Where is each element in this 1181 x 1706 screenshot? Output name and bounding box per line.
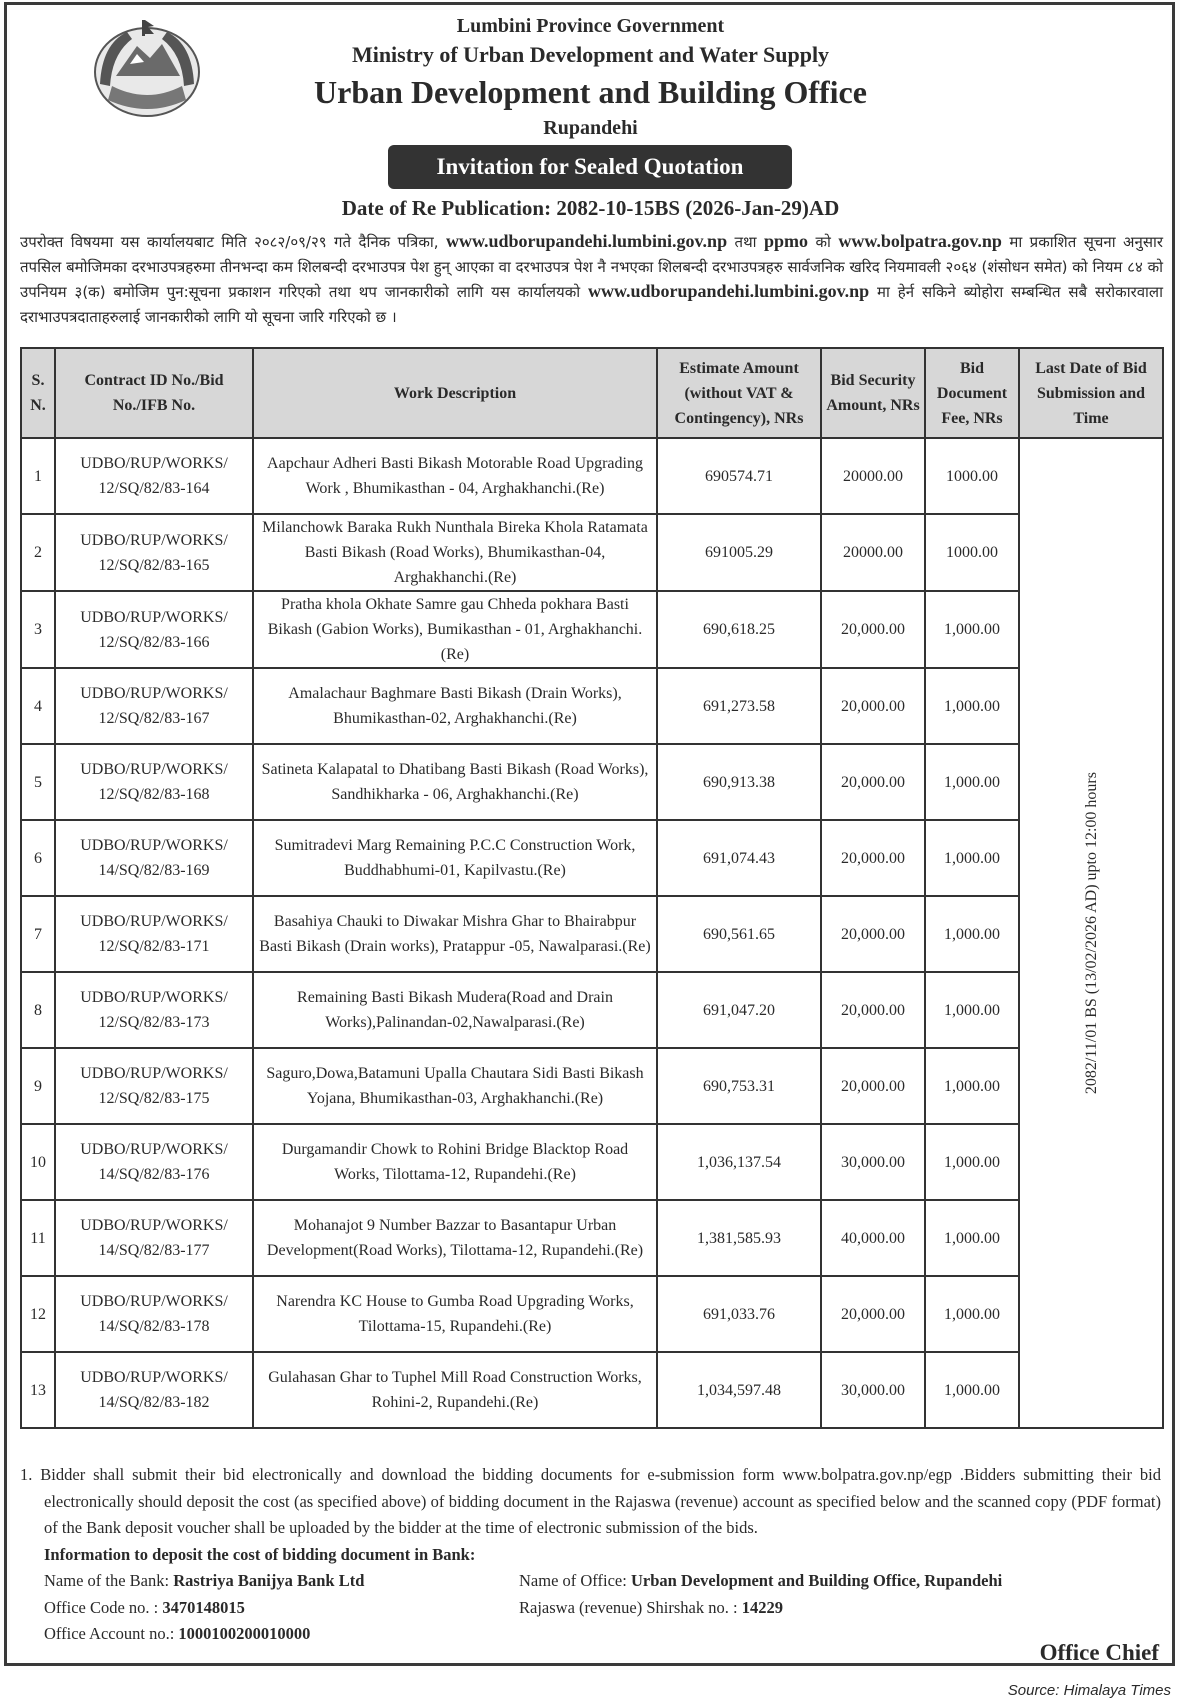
office-name-label: Name of Office: bbox=[519, 1571, 631, 1590]
row-estimate-amount: 690,618.25 bbox=[657, 591, 821, 668]
row-work-description: Durgamandir Chowk to Rohini Bridge Blacktop Road Works, Tilottama-12, Rupandehi.(Re) bbox=[253, 1124, 657, 1200]
row-contract-id: UDBO/RUP/WORKS/ 12/SQ/82/83-165 bbox=[55, 514, 253, 591]
header-bid-security: Bid Security Amount, NRs bbox=[821, 348, 925, 438]
row-bid-security: 20,000.00 bbox=[821, 591, 925, 668]
header-last-date: Last Date of Bid Submission and Time bbox=[1019, 348, 1163, 438]
row-contract-id: UDBO/RUP/WORKS/ 12/SQ/82/83-164 bbox=[55, 438, 253, 514]
intro-text: तथा bbox=[727, 233, 765, 251]
row-bid-security: 20,000.00 bbox=[821, 896, 925, 972]
office-name-value: Urban Development and Building Office, Rupandehi bbox=[630, 1571, 1003, 1590]
row-contract-id: UDBO/RUP/WORKS/ 12/SQ/82/83-175 bbox=[55, 1048, 253, 1124]
row-estimate-amount: 690574.71 bbox=[657, 438, 821, 514]
shirshak-value: 14229 bbox=[741, 1597, 783, 1617]
row-sn: 4 bbox=[21, 668, 55, 744]
row-bid-security: 20,000.00 bbox=[821, 1048, 925, 1124]
row-contract-id: UDBO/RUP/WORKS/ 14/SQ/82/83-182 bbox=[55, 1352, 253, 1428]
row-contract-id: UDBO/RUP/WORKS/ 14/SQ/82/83-169 bbox=[55, 820, 253, 896]
office-code-value: 3470148015 bbox=[162, 1597, 245, 1617]
row-work-description: Basahiya Chauki to Diwakar Mishra Ghar to Bhairabpur Basti Bikash (Drain works), Pratappur -05, Nawalparasi.(Re) bbox=[253, 896, 657, 972]
publication-date: Date of Re Publication: 2082-10-15BS (2026-Jan-29)AD bbox=[341, 196, 840, 220]
bank-name-value: Rastriya Banijya Bank Ltd bbox=[173, 1571, 365, 1590]
row-bid-security: 20000.00 bbox=[821, 514, 925, 591]
row-contract-id: UDBO/RUP/WORKS/ 12/SQ/82/83-167 bbox=[55, 668, 253, 744]
row-work-description: Milanchowk Baraka Rukh Nunthala Bireka Khola Ratamata Basti Bikash (Road Works), Bhumikasthan-04, Arghakhanchi.(Re) bbox=[253, 514, 657, 591]
row-bid-fee: 1,000.00 bbox=[925, 1048, 1019, 1124]
row-bid-fee: 1000.00 bbox=[925, 514, 1019, 591]
table-row bbox=[21, 744, 1163, 820]
row-work-description: Aapchaur Adheri Basti Bikash Motorable Road Upgrading Work , Bhumikasthan - 04, Arghakhanchi.(Re) bbox=[253, 438, 657, 514]
row-contract-id: UDBO/RUP/WORKS/ 14/SQ/82/83-177 bbox=[55, 1200, 253, 1276]
row-sn: 6 bbox=[21, 820, 55, 896]
intro-text: मा प्रकाशित सूचना अनुसार तपसिल बमोजिमका दरभाउपत्रहरुमा तीनभन्दा कम शिलबन्दी दरभाउपत्र पेश हुन् आएका वा दरभाउपत्र पेश नै नभएका शिलबन्दी दरभाउपत्रहरु सार्वजनिक खरिद नियमावली २०६४ (शंसोधन समेत) को नियम ८४ को उपनियम ३(क) बमोजिम पुन:सूचना प्रकाशन गरिएको तथा थप जानकारीको लागि यस कार्यालयको bbox=[20, 233, 1163, 301]
row-work-description: Sumitradevi Marg Remaining P.C.C Construction Work, Buddhabhumi-01, Kapilvastu.(Re) bbox=[253, 820, 657, 896]
notes-section bbox=[20, 1462, 1161, 1648]
table-header-row bbox=[21, 348, 1163, 438]
row-estimate-amount: 690,753.31 bbox=[657, 1048, 821, 1124]
row-bid-fee: 1000.00 bbox=[925, 438, 1019, 514]
row-bid-security: 20,000.00 bbox=[821, 820, 925, 896]
row-estimate-amount: 691,033.76 bbox=[657, 1276, 821, 1352]
row-contract-id: UDBO/RUP/WORKS/ 14/SQ/82/83-178 bbox=[55, 1276, 253, 1352]
row-bid-fee: 1,000.00 bbox=[925, 1352, 1019, 1428]
row-contract-id: UDBO/RUP/WORKS/ 14/SQ/82/83-176 bbox=[55, 1124, 253, 1200]
table-row bbox=[21, 972, 1163, 1048]
intro-paragraph bbox=[20, 229, 1163, 329]
row-contract-id: UDBO/RUP/WORKS/ 12/SQ/82/83-173 bbox=[55, 972, 253, 1048]
table-row bbox=[21, 438, 1163, 514]
row-sn: 10 bbox=[21, 1124, 55, 1200]
row-work-description: Remaining Basti Bikash Mudera(Road and Drain Works),Palinandan-02,Nawalparasi.(Re) bbox=[253, 972, 657, 1048]
row-estimate-amount: 691,074.43 bbox=[657, 820, 821, 896]
row-sn: 1 bbox=[21, 438, 55, 514]
note-item-1: 1. Bidder shall submit their bid electronically and download the bidding documents for e-submission form www.bolpatra.gov.np/egp .Bidders submitting their bid electronically should deposit the cost (as specified above) of bidding document in the Rajaswa (revenue) account as specified below and the scanned copy (PDF format) of the Bank deposit voucher shall be uploaded by the bidder at the time of electronic submission of the bids. bbox=[20, 1465, 1161, 1537]
header-work-description: Work Description bbox=[253, 348, 657, 438]
row-bid-fee: 1,000.00 bbox=[925, 1276, 1019, 1352]
row-sn: 5 bbox=[21, 744, 55, 820]
header-sn: S. N. bbox=[21, 348, 55, 438]
row-sn: 13 bbox=[21, 1352, 55, 1428]
row-bid-security: 30,000.00 bbox=[821, 1352, 925, 1428]
table-row bbox=[21, 1276, 1163, 1352]
table-row bbox=[21, 1124, 1163, 1200]
row-bid-fee: 1,000.00 bbox=[925, 820, 1019, 896]
row-sn: 3 bbox=[21, 591, 55, 668]
quotation-table bbox=[20, 347, 1164, 1429]
row-work-description: Amalachaur Baghmare Basti Bikash (Drain Works), Bhumikasthan-02, Arghakhanchi.(Re) bbox=[253, 668, 657, 744]
intro-text: मा हेर्न सकिने ब्योहोरा सम्बन्धित सबै सरोकारवाला दराभाउपत्रदाताहरुलाई जानकारीको लागि यो सूचना जारि गरिएको छ । bbox=[20, 283, 1163, 326]
row-sn: 9 bbox=[21, 1048, 55, 1124]
row-estimate-amount: 1,034,597.48 bbox=[657, 1352, 821, 1428]
header bbox=[0, 12, 1181, 142]
signature-office-chief: Office Chief bbox=[1039, 1640, 1159, 1665]
row-estimate-amount: 690,913.38 bbox=[657, 744, 821, 820]
table-row bbox=[21, 1048, 1163, 1124]
table-row bbox=[21, 514, 1163, 591]
row-estimate-amount: 1,036,137.54 bbox=[657, 1124, 821, 1200]
row-work-description: Pratha khola Okhate Samre gau Chheda pokhara Basti Bikash (Gabion Works), Bumikasthan - 01, Arghakhanchi.(Re) bbox=[253, 591, 657, 668]
row-sn: 7 bbox=[21, 896, 55, 972]
table-row bbox=[21, 896, 1163, 972]
district-name: Rupandehi bbox=[543, 117, 638, 139]
bank-info bbox=[20, 1542, 1161, 1648]
header-bid-fee: Bid Document Fee, NRs bbox=[925, 348, 1019, 438]
ppmo-text: ppmo bbox=[764, 231, 809, 251]
row-estimate-amount: 690,561.65 bbox=[657, 896, 821, 972]
notice-title-badge: Invitation for Sealed Quotation bbox=[388, 145, 792, 189]
row-bid-fee: 1,000.00 bbox=[925, 896, 1019, 972]
row-work-description: Satineta Kalapatal to Dhatibang Basti Bikash (Road Works), Sandhikharka - 06, Arghakhanchi.(Re) bbox=[253, 744, 657, 820]
row-sn: 12 bbox=[21, 1276, 55, 1352]
row-contract-id: UDBO/RUP/WORKS/ 12/SQ/82/83-168 bbox=[55, 744, 253, 820]
bank-info-heading: Information to deposit the cost of bidding document in Bank: bbox=[44, 1544, 476, 1564]
row-bid-fee: 1,000.00 bbox=[925, 591, 1019, 668]
header-contract-id: Contract ID No./Bid No./IFB No. bbox=[55, 348, 253, 438]
row-bid-security: 20000.00 bbox=[821, 438, 925, 514]
row-bid-fee: 1,000.00 bbox=[925, 668, 1019, 744]
intro-text: को bbox=[808, 233, 839, 251]
shirshak-label: Rajaswa (revenue) Shirshak no. : bbox=[519, 1597, 742, 1617]
row-work-description: Mohanajot 9 Number Bazzar to Basantapur Urban Development(Road Works), Tilottama-12, Rupandehi.(Re) bbox=[253, 1200, 657, 1276]
row-bid-security: 20,000.00 bbox=[821, 668, 925, 744]
row-bid-security: 30,000.00 bbox=[821, 1124, 925, 1200]
table-row bbox=[21, 1200, 1163, 1276]
row-sn: 8 bbox=[21, 972, 55, 1048]
table-row bbox=[21, 820, 1163, 896]
row-estimate-amount: 691,273.58 bbox=[657, 668, 821, 744]
row-contract-id: UDBO/RUP/WORKS/ 12/SQ/82/83-171 bbox=[55, 896, 253, 972]
account-label: Office Account no.: bbox=[44, 1624, 179, 1643]
row-bid-fee: 1,000.00 bbox=[925, 972, 1019, 1048]
row-estimate-amount: 691,047.20 bbox=[657, 972, 821, 1048]
table-row bbox=[21, 668, 1163, 744]
row-contract-id: UDBO/RUP/WORKS/ 12/SQ/82/83-166 bbox=[55, 591, 253, 668]
header-estimate-amount: Estimate Amount (without VAT & Contingency), NRs bbox=[657, 348, 821, 438]
source-credit: Source: Himalaya Times bbox=[1007, 1682, 1171, 1699]
row-estimate-amount: 1,381,585.93 bbox=[657, 1200, 821, 1276]
province-name: Lumbini Province Government bbox=[456, 15, 725, 37]
row-bid-fee: 1,000.00 bbox=[925, 1124, 1019, 1200]
row-bid-fee: 1,000.00 bbox=[925, 744, 1019, 820]
table-row bbox=[21, 591, 1163, 668]
ministry-name: Ministry of Urban Development and Water Supply bbox=[351, 42, 830, 67]
row-work-description: Saguro,Dowa,Batamuni Upalla Chautara Sidi Basti Bikash Yojana, Bhumikasthan-03, Arghakhanchi.(Re) bbox=[253, 1048, 657, 1124]
row-sn: 2 bbox=[21, 514, 55, 591]
bolpatra-link[interactable]: www.bolpatra.gov.np bbox=[838, 231, 1002, 251]
intro-text: उपरोक्त विषयमा यस कार्यालयबाट मिति २०८२/०९/२९ गते दैनिक पत्रिका, bbox=[20, 233, 446, 251]
row-bid-fee: 1,000.00 bbox=[925, 1200, 1019, 1276]
bank-name-label: Name of the Bank: bbox=[44, 1571, 174, 1590]
office-code-label: Office Code no. : bbox=[44, 1597, 163, 1617]
row-bid-security: 20,000.00 bbox=[821, 744, 925, 820]
website-link[interactable]: www.udborupandehi.lumbini.gov.np bbox=[588, 281, 870, 301]
row-work-description: Gulahasan Ghar to Tuphel Mill Road Construction Works, Rohini-2, Rupandehi.(Re) bbox=[253, 1352, 657, 1428]
row-estimate-amount: 691005.29 bbox=[657, 514, 821, 591]
office-name: Urban Development and Building Office bbox=[314, 74, 867, 110]
row-sn: 11 bbox=[21, 1200, 55, 1276]
table-row bbox=[21, 1352, 1163, 1428]
row-bid-security: 20,000.00 bbox=[821, 972, 925, 1048]
row-work-description: Narendra KC House to Gumba Road Upgrading Works, Tilottama-15, Rupandehi.(Re) bbox=[253, 1276, 657, 1352]
website-link[interactable]: www.udborupandehi.lumbini.gov.np bbox=[445, 231, 728, 251]
account-value: 1000100200010000 bbox=[178, 1624, 311, 1643]
last-date-cell bbox=[1019, 438, 1163, 1428]
row-bid-security: 40,000.00 bbox=[821, 1200, 925, 1276]
last-date-value: 2082/11/01 BS (13/02/2026 AD) upto 12:00 hours bbox=[1082, 771, 1100, 1095]
row-bid-security: 20,000.00 bbox=[821, 1276, 925, 1352]
